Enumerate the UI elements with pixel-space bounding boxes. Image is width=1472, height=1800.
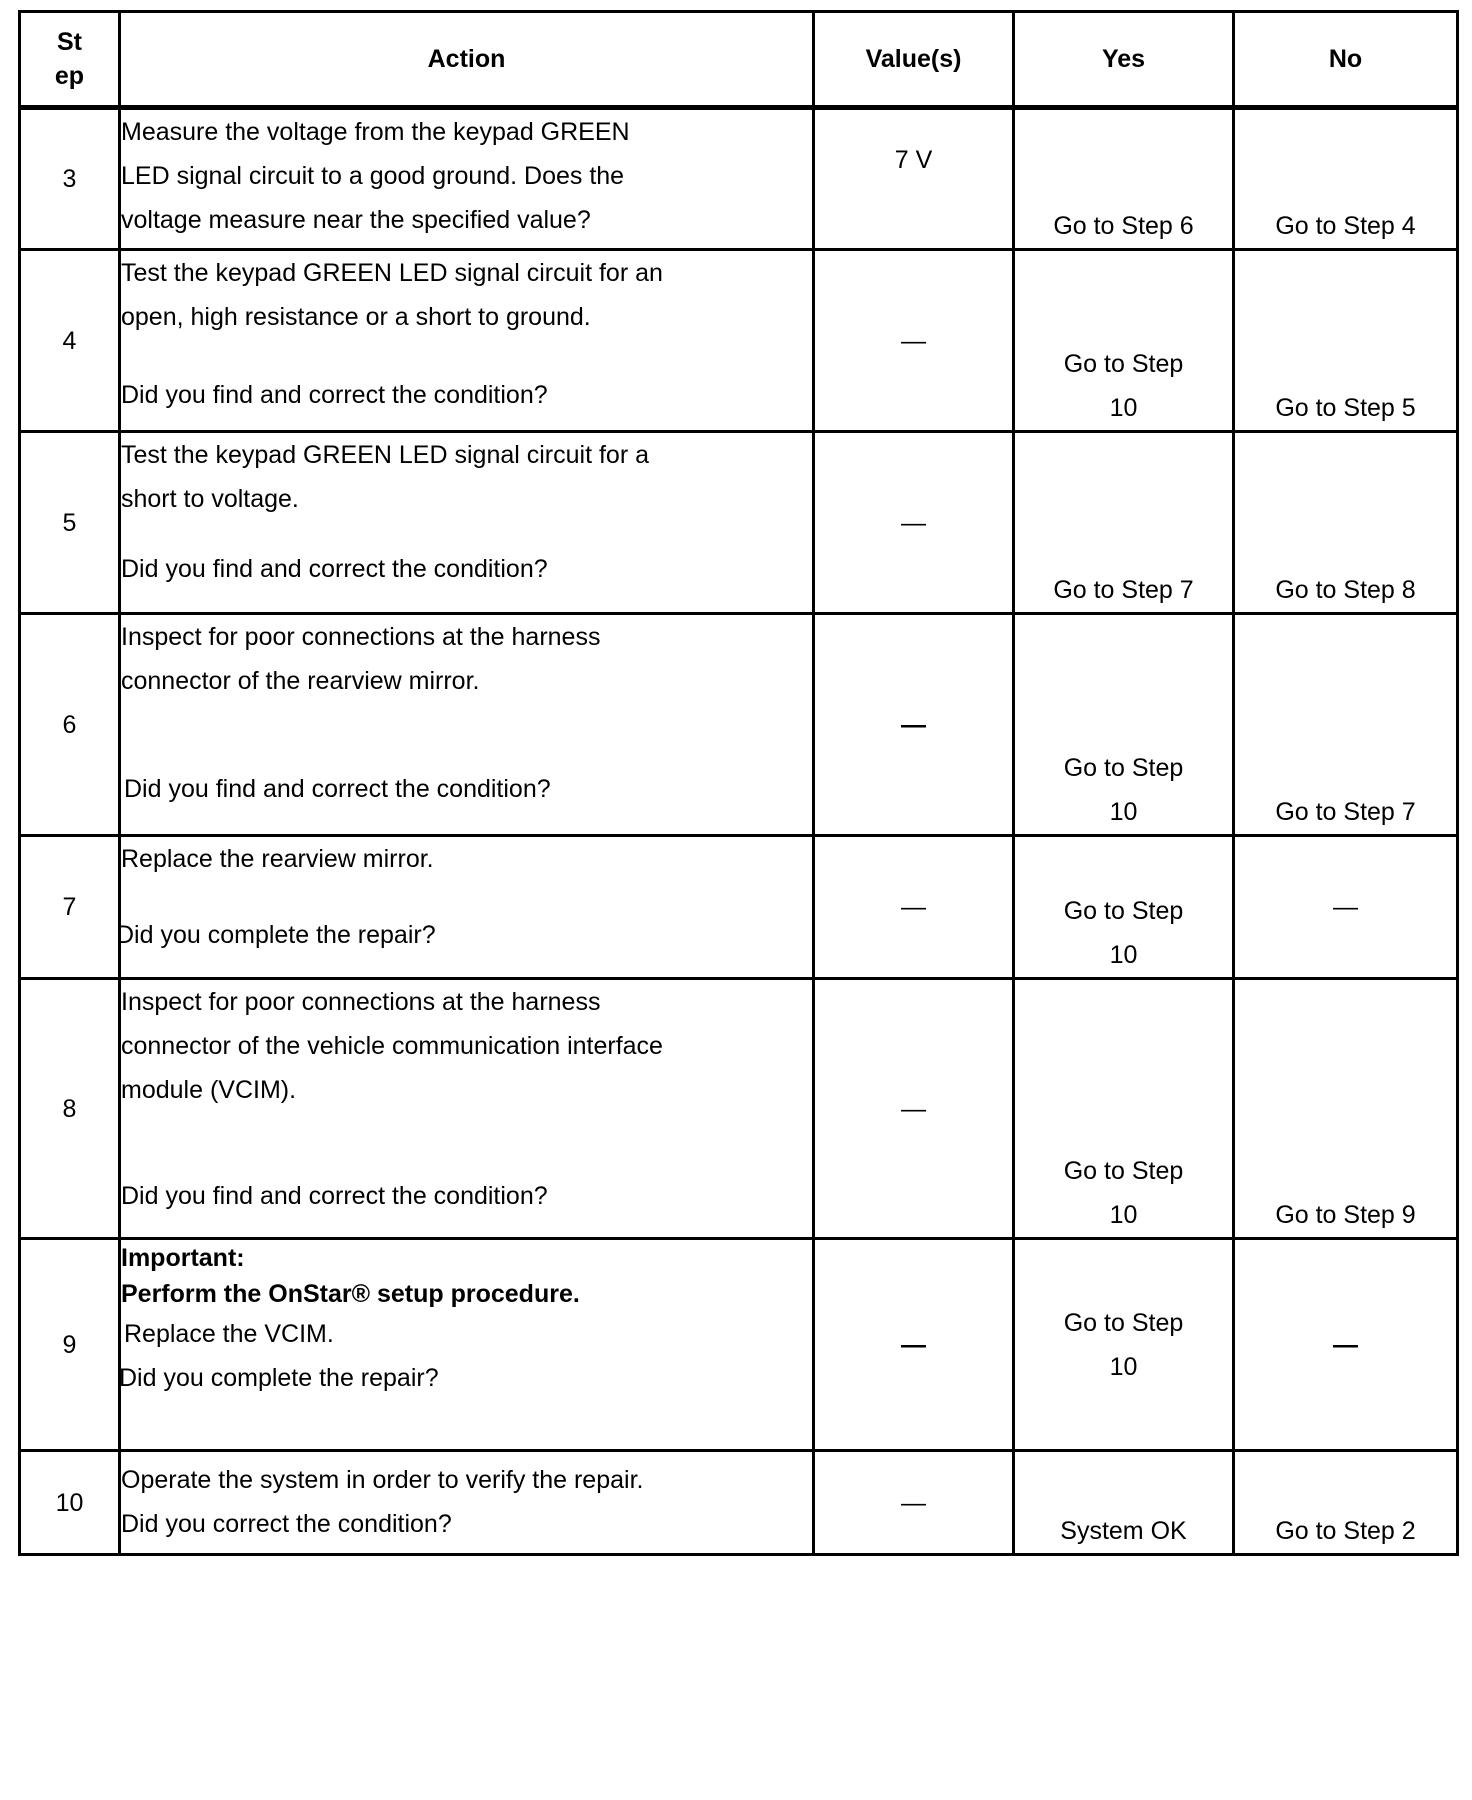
step-number: 3 <box>20 108 120 250</box>
no-cell <box>1234 614 1458 836</box>
yes-text: Go to Step <box>1063 754 1184 782</box>
yes-text: Go to Step <box>1063 1308 1184 1337</box>
table-row <box>20 979 1458 1239</box>
action-line: Did you complete the repair? <box>116 921 436 949</box>
diagnostic-table <box>18 10 1459 1556</box>
no-cell <box>1234 108 1458 250</box>
yes-text: Go to Step <box>1063 897 1184 925</box>
action-line: Did you correct the condition? <box>121 1510 452 1538</box>
value-dash: — <box>901 710 926 739</box>
header-row <box>20 12 1458 108</box>
action-cell <box>116 836 814 979</box>
table-row <box>20 1239 1458 1451</box>
action-line: Replace the rearview mirror. <box>121 845 434 873</box>
step-number: 8 <box>20 979 120 1239</box>
action-cell <box>120 432 814 614</box>
action-line: Did you find and correct the condition? <box>121 381 548 409</box>
step-number: 7 <box>20 836 120 979</box>
action-line: Did you complete the repair? <box>119 1364 439 1392</box>
value-cell: — <box>814 979 1014 1239</box>
no-cell <box>1234 1451 1458 1555</box>
no-text: — <box>1333 893 1358 921</box>
yes-text: System OK <box>1060 1517 1187 1545</box>
header-step <box>20 12 120 108</box>
step-number: 10 <box>20 1451 120 1555</box>
no-cell <box>1234 432 1458 614</box>
value-cell: — <box>814 432 1014 614</box>
yes-cell <box>1014 1451 1234 1555</box>
yes-cell <box>1014 836 1234 979</box>
yes-cell <box>1014 1239 1234 1451</box>
no-text: Go to Step 2 <box>1275 1517 1416 1545</box>
value-cell: — <box>814 250 1014 432</box>
action-line: voltage measure near the specified value? <box>121 206 591 234</box>
yes-text: Go to Step 7 <box>1053 576 1194 604</box>
action-cell <box>120 1239 814 1451</box>
yes-text: 10 <box>1109 394 1138 422</box>
header-step-line-2: ep <box>54 62 85 90</box>
yes-cell <box>1014 250 1234 432</box>
table-row <box>20 836 1458 979</box>
action-cell <box>120 1451 814 1555</box>
no-cell <box>1234 1239 1458 1451</box>
yes-text: 10 <box>1109 798 1138 826</box>
yes-text: 10 <box>1109 1352 1138 1381</box>
yes-text: 10 <box>1109 1201 1138 1229</box>
action-line: Operate the system in order to verify the repair. <box>121 1466 644 1494</box>
no-text: Go to Step 8 <box>1275 576 1416 604</box>
action-line: Test the keypad GREEN LED signal circuit for an <box>121 259 663 287</box>
action-cell <box>120 108 814 250</box>
action-cell <box>120 614 814 836</box>
no-cell <box>1234 979 1458 1239</box>
value-cell <box>814 1239 1014 1451</box>
header-no: No <box>1234 12 1458 108</box>
table-row <box>20 108 1458 250</box>
yes-cell <box>1014 108 1234 250</box>
value-cell <box>814 614 1014 836</box>
value-dash: — <box>901 1330 926 1359</box>
yes-text: Go to Step <box>1063 1157 1184 1185</box>
value-cell: — <box>814 1451 1014 1555</box>
action-line: Did you find and correct the condition? <box>121 1182 548 1210</box>
step-number: 9 <box>20 1239 120 1451</box>
important-label: Important: <box>121 1244 245 1272</box>
step-number: 6 <box>20 614 120 836</box>
header-action: Action <box>120 12 814 108</box>
header-yes: Yes <box>1014 12 1234 108</box>
value-cell: 7 V <box>814 108 1014 250</box>
action-line: Inspect for poor connections at the harness <box>121 623 601 651</box>
table-row <box>20 614 1458 836</box>
no-cell <box>1234 836 1458 979</box>
value-cell: — <box>814 836 1014 979</box>
yes-text: 10 <box>1109 941 1138 969</box>
table-row <box>20 250 1458 432</box>
header-value: Value(s) <box>814 12 1014 108</box>
yes-text: Go to Step <box>1063 350 1184 378</box>
no-text: Go to Step 7 <box>1275 798 1416 826</box>
no-cell <box>1234 250 1458 432</box>
action-line: open, high resistance or a short to ground. <box>121 303 591 331</box>
important-note: Perform the OnStar® setup procedure. <box>121 1280 580 1308</box>
action-cell <box>120 979 814 1239</box>
action-line: Replace the VCIM. <box>124 1320 334 1348</box>
action-line: Test the keypad GREEN LED signal circuit for a <box>121 441 650 469</box>
yes-cell <box>1014 614 1234 836</box>
action-line: Measure the voltage from the keypad GREEN <box>121 118 630 146</box>
action-cell <box>120 250 814 432</box>
step-number: 5 <box>20 432 120 614</box>
action-line: connector of the vehicle communication interface <box>121 1032 663 1060</box>
no-text: Go to Step 5 <box>1275 394 1416 422</box>
action-line: module (VCIM). <box>121 1076 297 1104</box>
header-step-line-1: St <box>57 28 82 56</box>
table-row <box>20 1451 1458 1555</box>
yes-text: Go to Step 6 <box>1053 212 1194 240</box>
action-line: Did you find and correct the condition? <box>124 775 551 803</box>
action-line: LED signal circuit to a good ground. Does the <box>121 162 625 190</box>
action-line: short to voltage. <box>121 485 299 513</box>
yes-cell <box>1014 979 1234 1239</box>
no-text: Go to Step 9 <box>1275 1201 1416 1229</box>
yes-cell <box>1014 432 1234 614</box>
action-line: connector of the rearview mirror. <box>121 667 480 695</box>
action-line: Did you find and correct the condition? <box>121 555 548 583</box>
table-row <box>20 432 1458 614</box>
no-text: — <box>1333 1330 1358 1359</box>
step-number: 4 <box>20 250 120 432</box>
action-line: Inspect for poor connections at the harness <box>121 988 601 1016</box>
no-text: Go to Step 4 <box>1275 212 1416 240</box>
